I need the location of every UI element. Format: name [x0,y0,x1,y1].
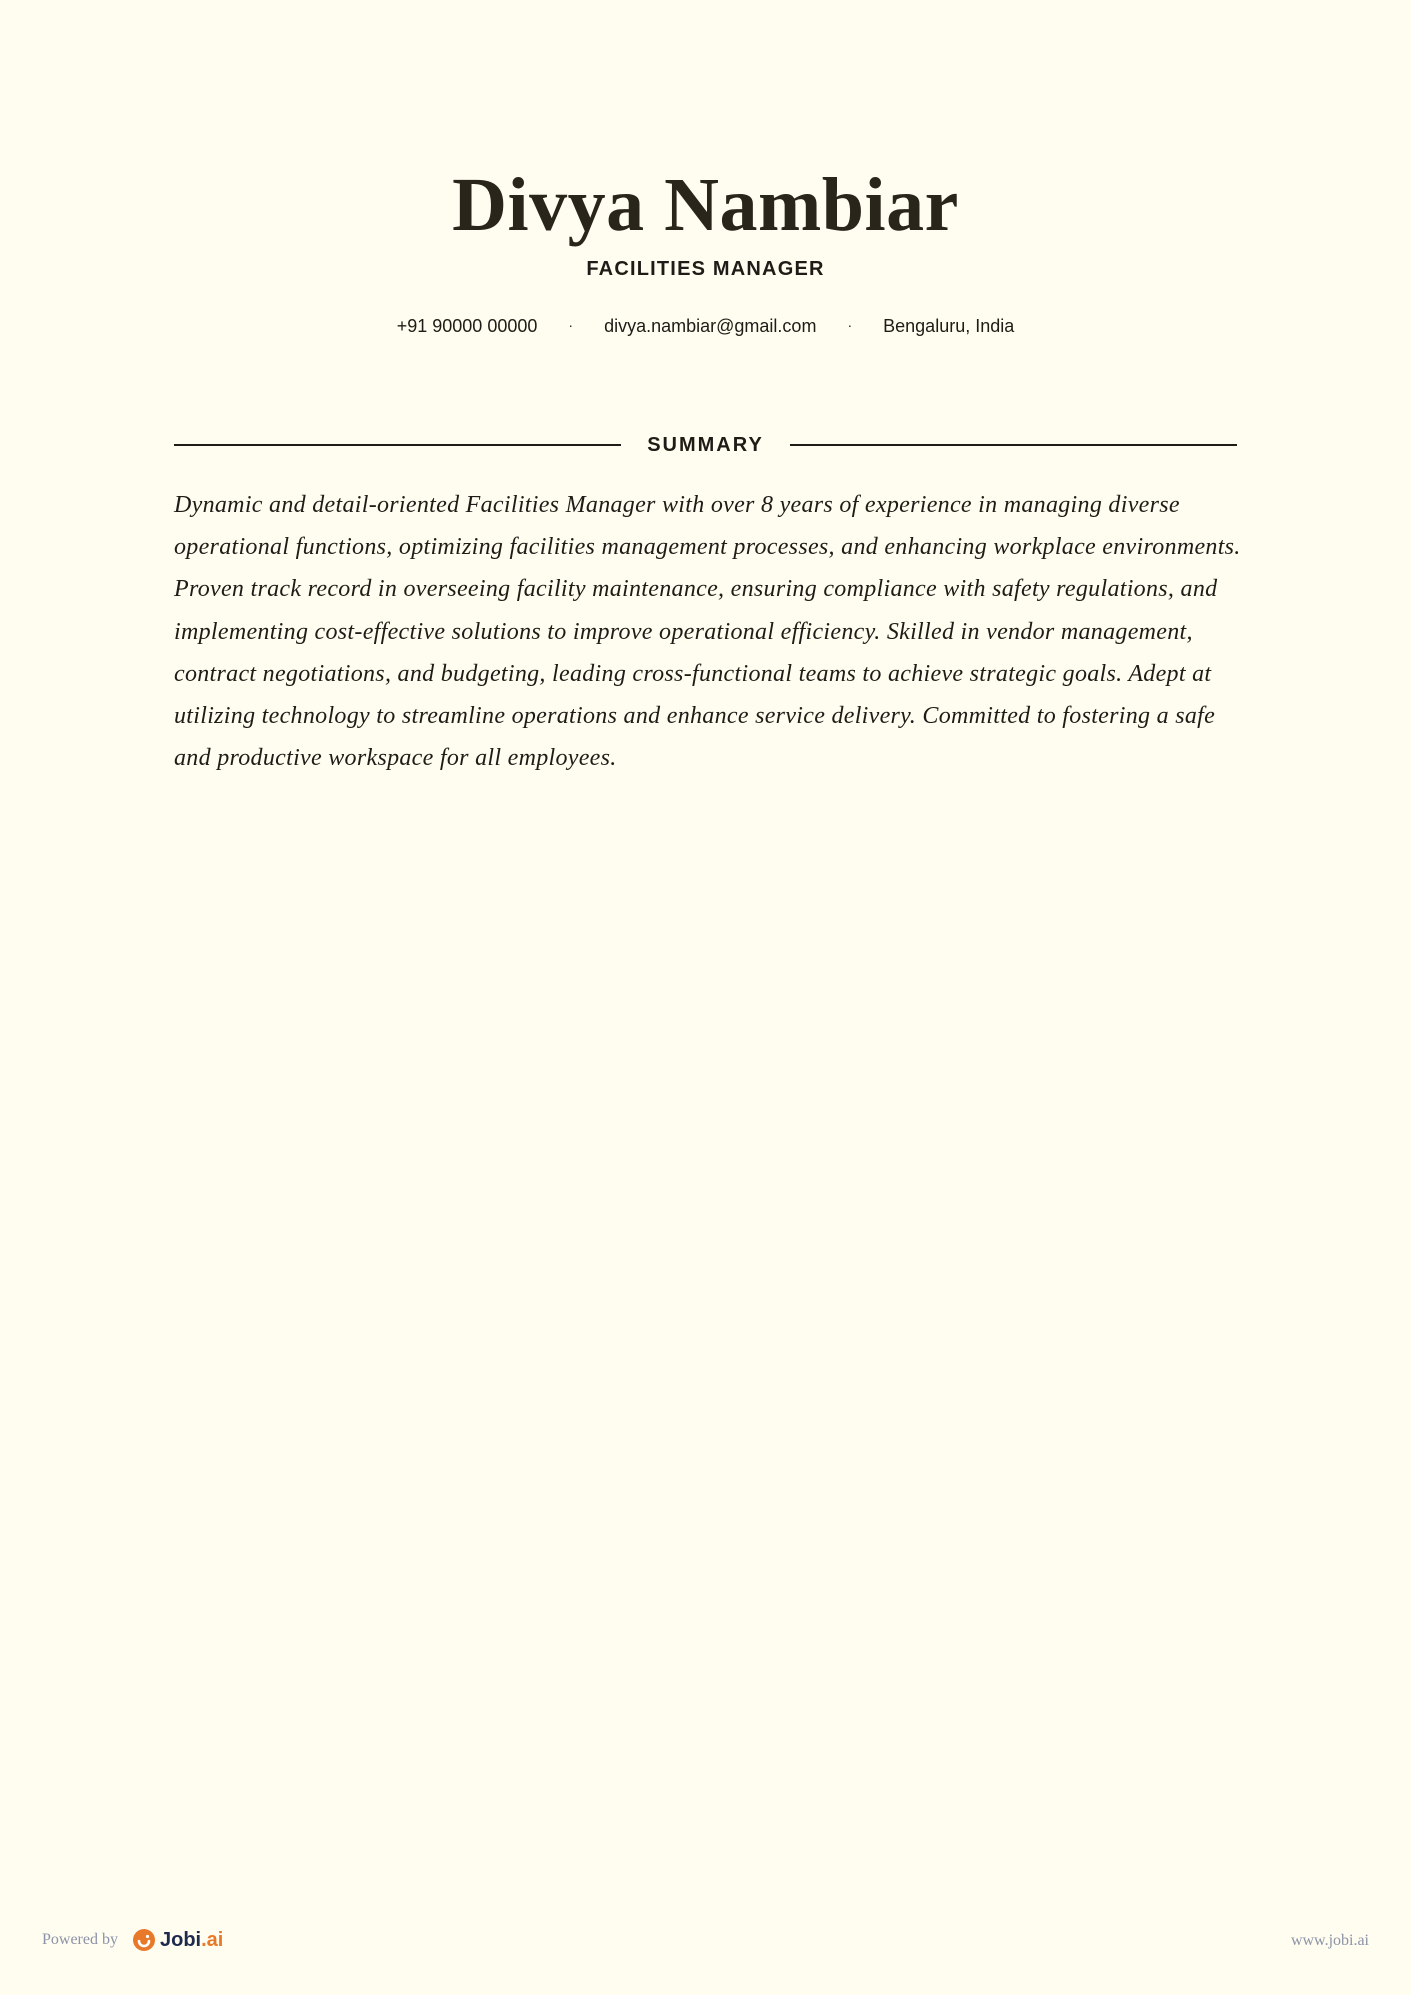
contact-separator: · [847,317,853,333]
jobi-logo[interactable] [132,1928,223,1952]
contact-line [0,316,1411,337]
summary-heading [174,432,1237,458]
summary-text: Dynamic and detail-oriented Facilities Manager with over 8 years of experience in managing diverse operational functions, optimizing facilities management processes, and enhancing workplace environments. Proven track record in overseeing facility maintenance, ensuring compliance with safety regulations, and implementing cost-effective solutions to improve operational efficiency. Skilled in vendor management, contract negotiations, and budgeting, leading cross-functional teams to achieve strategic goals. Adept at utilizing technology to streamline operations and enhance service delivery. Committed to fostering a safe and productive workspace for all employees. [174,492,1241,772]
logo-text: Jobi [159,1928,202,1951]
heading-rule-right [790,444,1237,446]
website-link[interactable]: www.jobi.ai [1290,1932,1369,1949]
job-title: FACILITIES MANAGER [586,258,825,280]
heading-rule-left [174,444,621,446]
powered-by [42,1928,223,1952]
contact-email: divya.nambiar@gmail.com [604,316,817,336]
jobi-logo-icon [132,1928,156,1952]
resume-header [0,160,1411,281]
contact-phone: +91 90000 00000 [396,316,538,336]
contact-separator: · [568,317,574,333]
summary-heading-label: SUMMARY [647,433,764,456]
logo-text-accent: .ai [201,1928,224,1951]
candidate-name: Divya Nambiar [452,163,959,247]
powered-by-label: Powered by [42,1931,118,1948]
contact-location: Bengaluru, India [883,316,1015,336]
